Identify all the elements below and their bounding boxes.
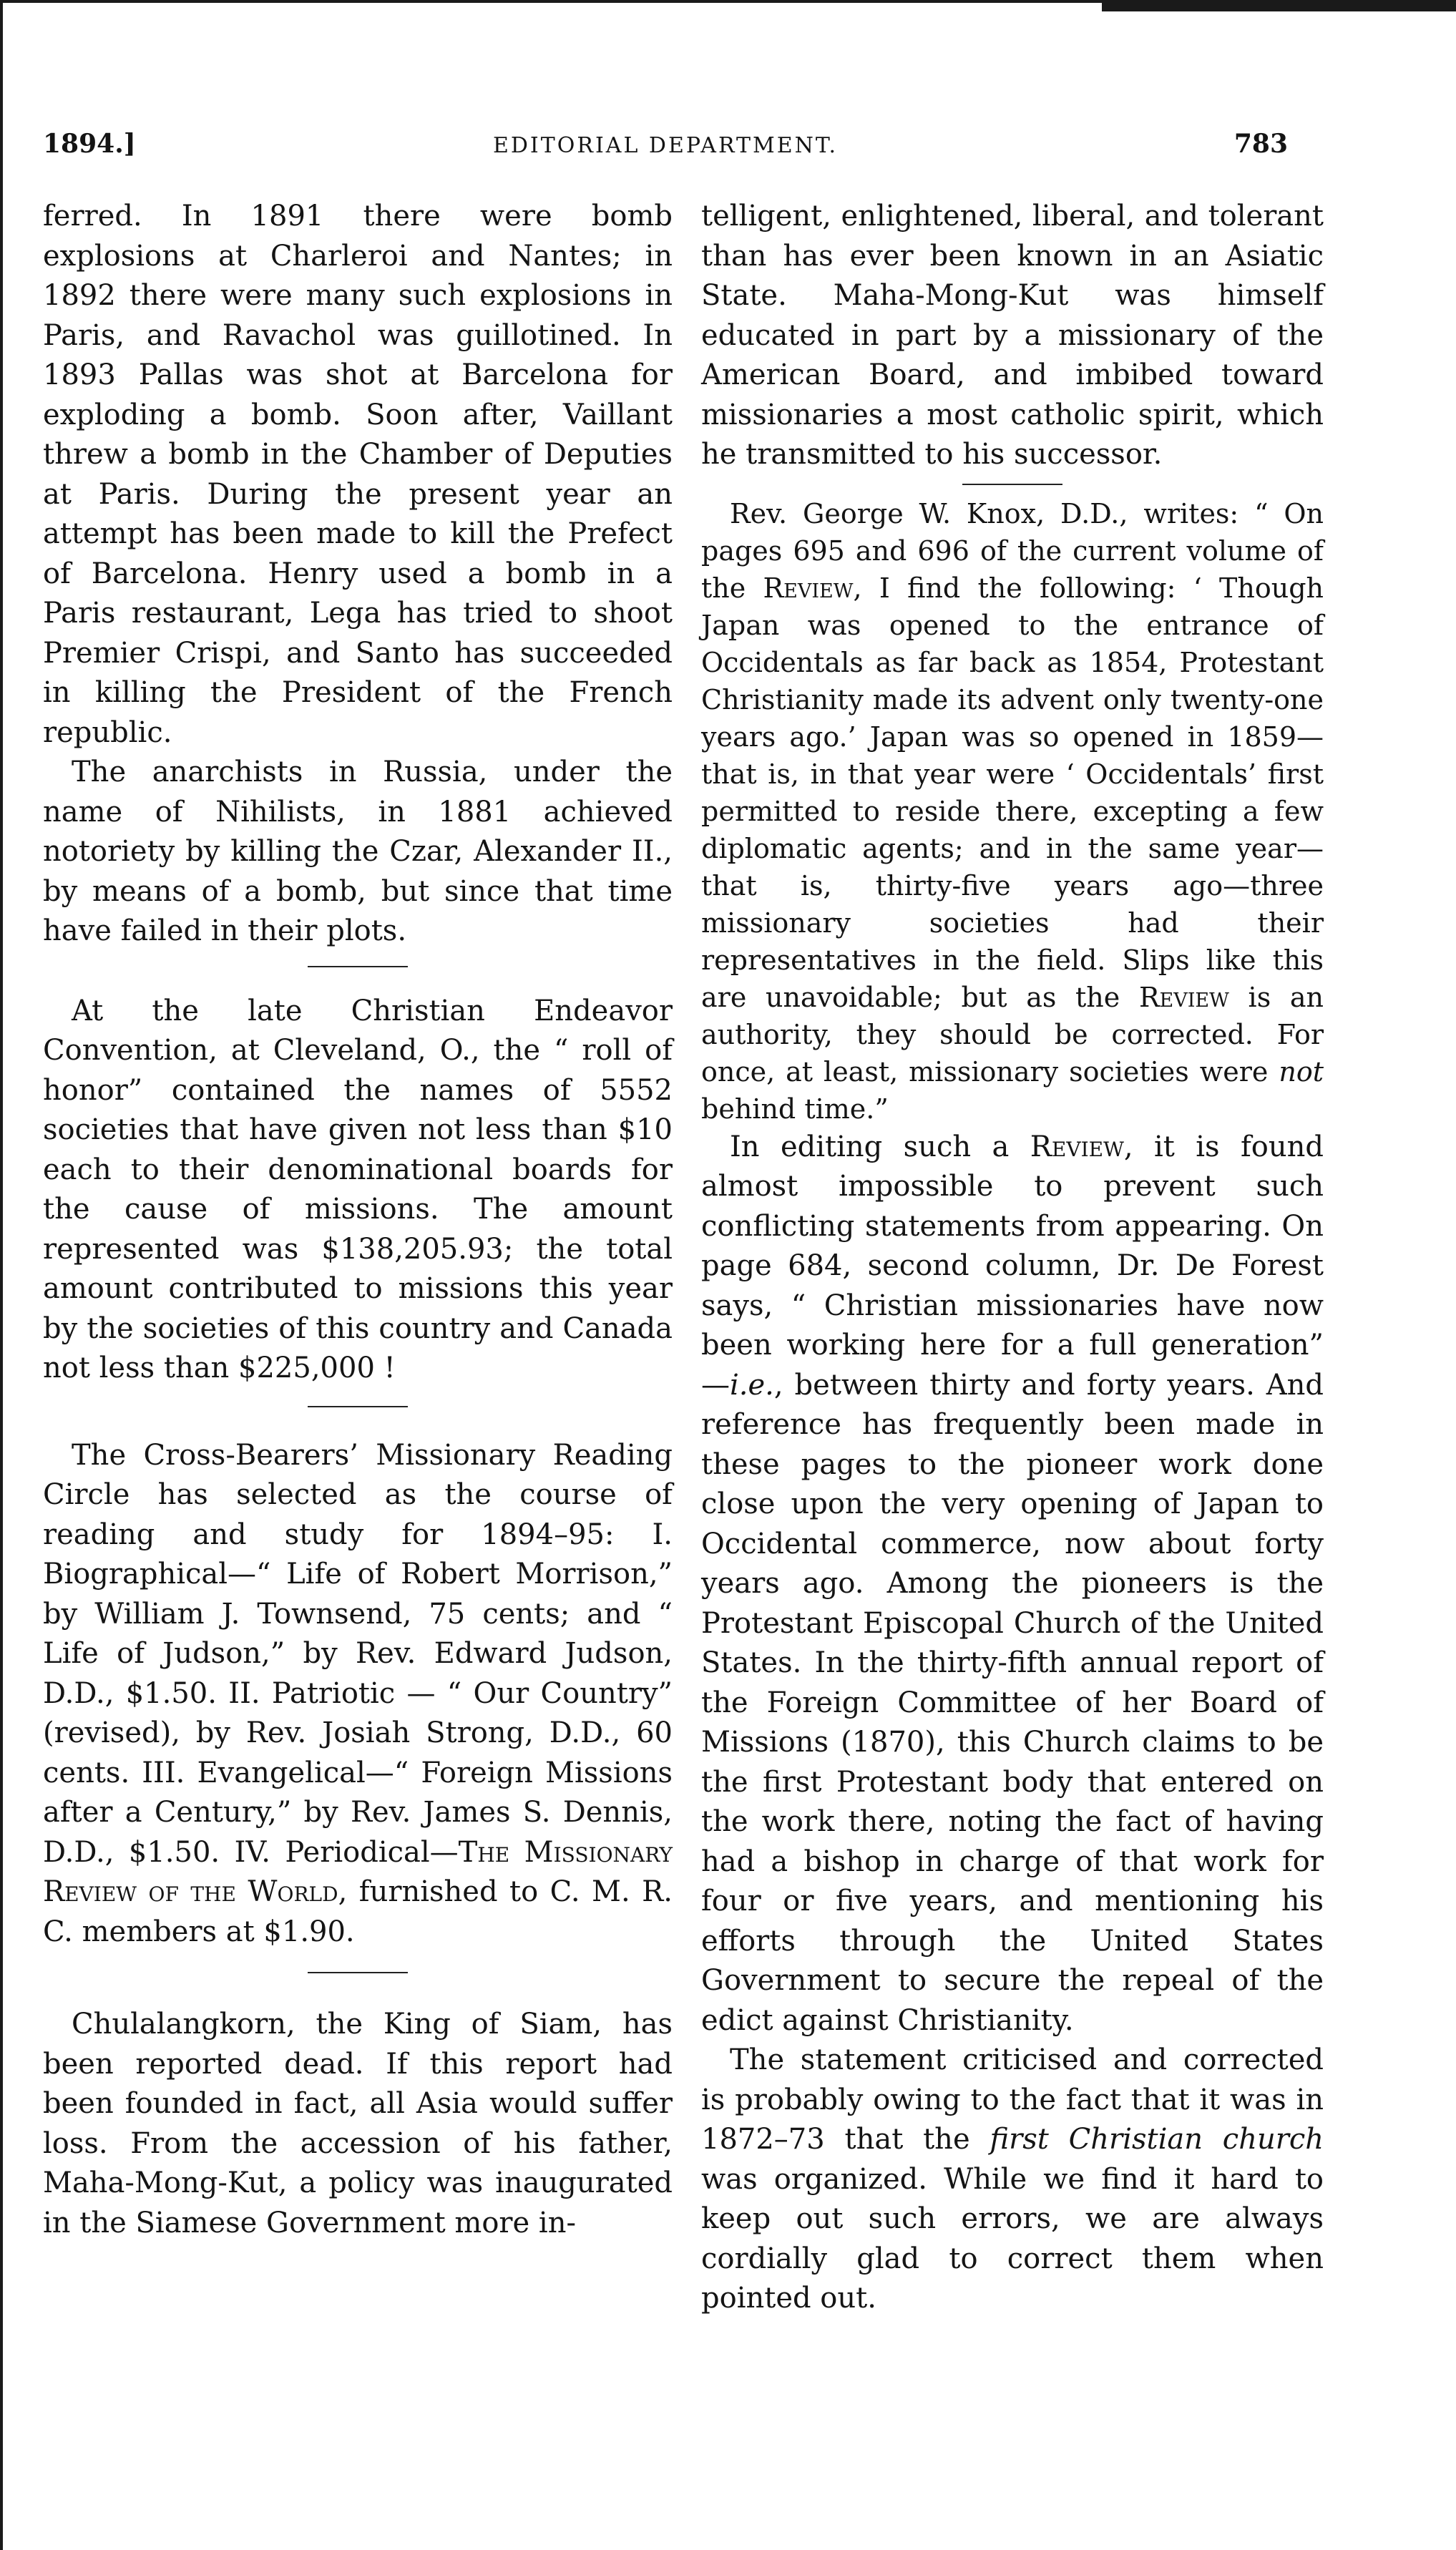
- left-column: [43, 197, 673, 2243]
- knox-text: is an authority, they should be corrected. For once, at least, missionary societies were: [701, 981, 1324, 1088]
- header-title: EDITORIAL DEPARTMENT.: [492, 133, 839, 158]
- reading-circle-text: The Cross-Bearers’ Missionary Reading Circle has selected as the course of reading and study for 1894–95: I. Biographical—“ Life of Robert Morrison,” by William J. Townsend, 75 cents; and “ Life of Judson,” by Rev. Edward Judson, D.D., $1.50. II. Patriotic — “ Our Country” (revised), by Rev. Josiah Strong, D.D., 60 cents. III. Evangelical—“ Foreign Missions after a Century,” by Rev. James S. Dennis, D.D., $1.50. IV. Periodical—: [43, 1438, 673, 1869]
- header-year: 1894.]: [43, 129, 136, 159]
- paragraph-nihilists: The anarchists in Russia, under the name of Nihilists, in 1881 achieved notoriety by killing the Czar, Alexander II., by means of a bomb, but since that time have failed in their plots.: [43, 756, 673, 947]
- paragraph-christian-endeavor: At the late Christian Endeavor Convention, at Cleveland, O., the “ roll of honor” contained the names of 5552 societies that have given not less than $10 each to their denominational boards for the cause of missions. The amount represented was $138,205.93; the total amount contributed to missions this year by the societies of this country and Canada not less than $225,000 !: [43, 994, 673, 1384]
- paragraph-editing-review: [701, 1128, 1324, 2041]
- running-header: [43, 129, 1288, 172]
- review-name: Review: [763, 572, 854, 604]
- page-edge-left: [0, 0, 3, 2550]
- knox-text: , I find the following: ‘ Though Japan was opened to the entrance of Occidentals as far back as 1854, Protestant Christianity made its advent only twenty-one years ago.’ Japan was so opened in 1859—that is, in that year were ‘ Occidentals’ first permitted to reside there, excepting a few diplomatic agents; and in the same year—that is, thirty-five years ago—three missionary societies had their representatives in the field. Slips like this are unavoidable; but as the: [701, 572, 1324, 1013]
- statement-text: The statement criticised and corrected is probably owing to the fact that it was in 1872–73 that the: [701, 2043, 1324, 2156]
- editing-text: , it is found almost impossible to prevent such conflicting statements from appearing. On page 684, second column, Dr. De Forest says, “ Christian missionaries have now been working here for a full generation” —: [701, 1130, 1324, 1402]
- page-edge-top-right: [1102, 0, 1456, 11]
- paragraph-anarchist-bombings: ferred. In 1891 there were bomb explosions at Charleroi and Nantes; in 1892 there were many such explosions in Paris, and Ravachol was guillotined. In 1893 Pallas was shot at Barcelona for exploding a bomb. Soon after, Vaillant threw a bomb in the Chamber of Deputies at Paris. During the present year an attempt has been made to kill the Prefect of Barcelona. Henry used a bomb in a Paris restaurant, Lega has tried to shoot Premier Crispi, and Santo has succeeded in killing the President of the French republic.: [43, 200, 673, 749]
- reading-circle-text-end: , furnished to C. M. R. C. members at $1.90.: [43, 1875, 673, 1948]
- paragraph-knox-letter: [701, 495, 1324, 1128]
- editing-text-end: , between thirty and forty years. And reference has frequently been made in these pages to the pioneer work done close upon the very opening of Japan to Occidental commerce, now about forty years ago. Among the pioneers is the Protestant Episcopal Church of the United States. In the thirty-fifth annual report of the Foreign Committee of her Board of Missions (1870), this Church claims to be the first Protestant body that entered on the work there, noting the fact of having had a bishop in charge of that work for four or five years, and mentioning his efforts through the United States Government to secure the repeal of the edict against Christianity.: [701, 1368, 1324, 2037]
- section-divider: [308, 1406, 408, 1407]
- section-divider: [962, 484, 1062, 485]
- page-number: 783: [1233, 129, 1288, 159]
- review-name: Review: [1138, 981, 1229, 1013]
- review-title: The Missionary Review of the World: [43, 1835, 673, 1908]
- emphasis-ie: i.e.: [730, 1368, 774, 1402]
- right-column: [701, 197, 1324, 2319]
- emphasis-not: not: [1279, 1055, 1324, 1088]
- paragraph-statement-corrected: [701, 2041, 1324, 2319]
- emphasis-first-church: first Christian church: [990, 2123, 1324, 2156]
- knox-text-end: behind time.”: [701, 1093, 889, 1125]
- editing-text: In editing such a: [730, 1130, 1030, 1163]
- knox-text: Rev. George W. Knox, D.D., writes: “ On pages 695 and 696 of the current volume of the: [701, 497, 1324, 604]
- section-divider: [308, 966, 408, 967]
- paragraph-reading-circle: [43, 1436, 673, 1953]
- paragraph-king-of-siam: Chulalangkorn, the King of Siam, has been reported dead. If this report had been founded in fact, all Asia would suffer loss. From the accession of his father, Maha-Mong-Kut, a policy was inaugurated in the Siamese Government more in-: [43, 2008, 673, 2239]
- review-name: Review: [1030, 1130, 1124, 1163]
- paragraph-siam-continued: telligent, enlightened, liberal, and tolerant than has ever been known in an Asiatic State. Maha-Mong-Kut was himself educated in part by a missionary of the American Board, and imbibed toward missionaries a most catholic spirit, which he transmitted to his successor.: [701, 200, 1324, 471]
- statement-text-end: was organized. While we find it hard to keep out such errors, we are always cordially glad to correct them when pointed out.: [701, 2162, 1324, 2315]
- section-divider: [308, 1972, 408, 1973]
